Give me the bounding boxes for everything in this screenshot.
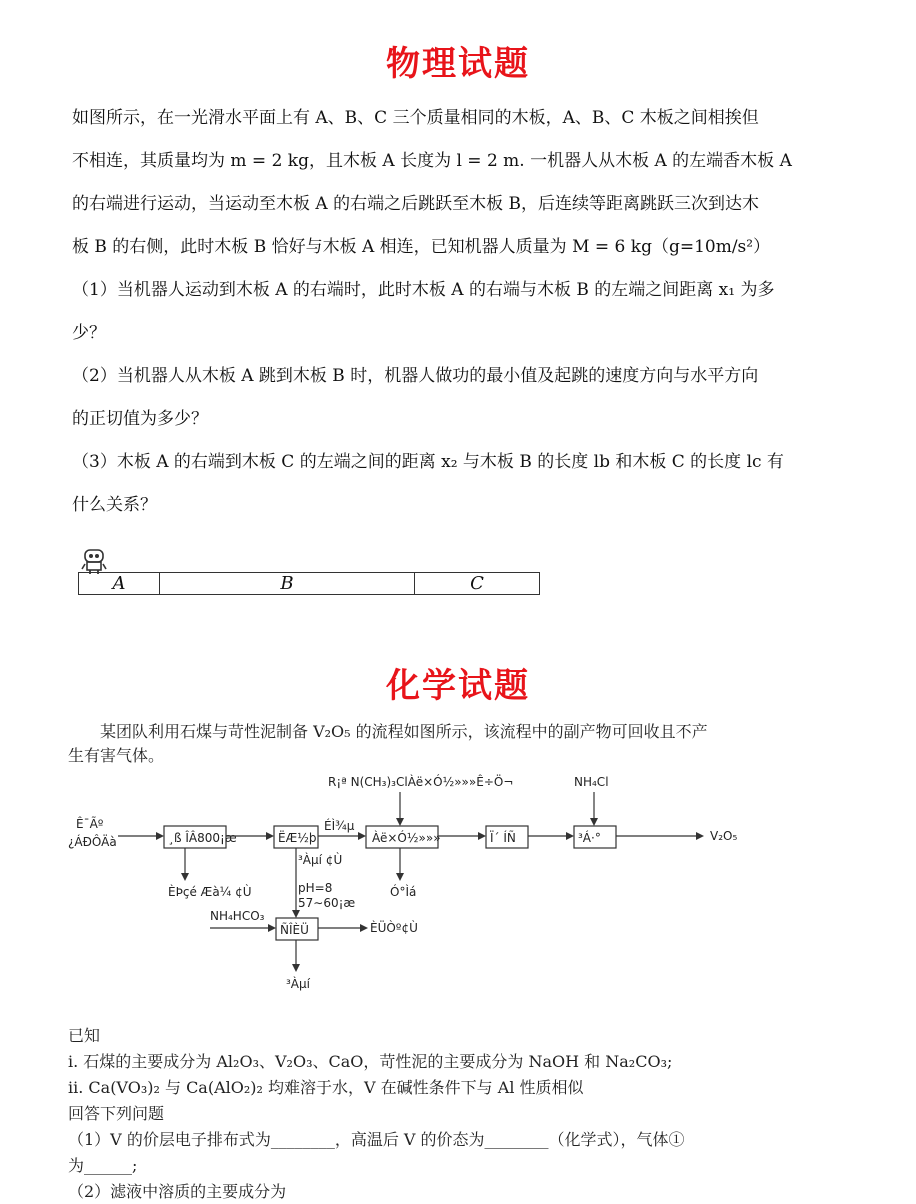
slag-2-label: ³Àµí bbox=[286, 977, 310, 991]
ebz-label: ÉÌ¾µ bbox=[324, 819, 355, 833]
chem-question-2: （2）滤液中溶质的主要成分为 bbox=[68, 1182, 287, 1201]
physics-line: 不相连，其质量均为 m = 2 kg，且木板 A 长度为 l = 2 m. 一机器人从木板 A 的左端香木板 A bbox=[72, 151, 792, 171]
box-precipitate-label: ³Á·° bbox=[578, 831, 601, 845]
physics-question-2: （2）当机器人从木板 A 跳到木板 B 时，机器人做功的最小值及起跳的速度方向与水平方向 bbox=[72, 366, 759, 386]
slag-1-label: ³Àµí ¢Ù bbox=[298, 853, 343, 867]
top-reagent: R¡ª N(CH₃)₃ClÀë×Ó½»»»Ê÷Ö¬ bbox=[328, 775, 514, 789]
input-kexingni: ¿ÁÐÔÄà bbox=[68, 835, 117, 849]
robot-icon bbox=[80, 547, 108, 575]
chem-question-1: （1）V 的价层电子排布式为________，高温后 V 的价态为________（化学式），气体① bbox=[68, 1130, 685, 1149]
physics-question-3-cont: 什么关系？ bbox=[72, 495, 157, 515]
temp-label: 57∼60¡æ bbox=[298, 896, 356, 910]
chem-known-1: ⅰ. 石煤的主要成分为 Al₂O₃、V₂O₃、CaO，苛性泥的主要成分为 NaOH 和 Na₂CO₃; bbox=[68, 1052, 673, 1071]
box-ion-exchange-label: Àë×Ó½»»» bbox=[372, 831, 441, 845]
board-b: B bbox=[160, 573, 415, 594]
chem-known-2: ⅱ. Ca(VO₃)₂ 与 Ca(AlO₂)₂ 均难溶于水，V 在碱性条件下与 Al 性质相似 bbox=[68, 1078, 584, 1097]
board-a: A bbox=[79, 573, 160, 594]
ph-label: pH=8 bbox=[298, 881, 333, 895]
physics-question-2-cont: 的正切值为多少？ bbox=[72, 409, 208, 429]
chem-known-heading: 已知 bbox=[68, 1026, 101, 1045]
physics-line: 的右端进行运动，当运动至木板 A 的右端之后跳跃至木板 B，后连续等距离跳跃三次到达木 bbox=[72, 194, 759, 214]
box-leaching-label: ËÆ½þ bbox=[278, 831, 317, 845]
reagent-nh4hco3: NH₄HCO₃ bbox=[210, 909, 265, 923]
physics-question-1: （1）当机器人运动到木板 A 的右端时，此时木板 A 的右端与木板 B 的左端之间距离 x₁ 为多 bbox=[72, 280, 775, 300]
physics-question-1-cont: 少？ bbox=[72, 323, 106, 343]
physics-question-3: （3）木板 A 的右端到木板 C 的左端之间的距离 x₂ 与木板 B 的长度 lb 和木板 C 的长度 lc 有 bbox=[72, 452, 784, 472]
physics-title: 物理试题 bbox=[386, 44, 530, 84]
box-roasting-label: ¸ß ÎÂ800¡æ bbox=[168, 831, 237, 845]
board-c: C bbox=[470, 573, 484, 594]
waste-label: Ó°Ìá bbox=[390, 885, 417, 899]
boards-diagram bbox=[78, 572, 540, 595]
output-v2o5: V₂O₅ bbox=[710, 829, 738, 843]
product-2-label: ÈÜÒº¢Ù bbox=[370, 921, 418, 935]
chemistry-title: 化学试题 bbox=[386, 666, 530, 706]
chem-intro-line: 某团队利用石煤与苛性泥制备 V₂O₅ 的流程如图所示，该流程中的副产物可回收且不产 bbox=[100, 722, 708, 741]
chem-question-1-cont: 为______; bbox=[68, 1156, 138, 1175]
input-shimei: Ê¯Ãº bbox=[76, 817, 104, 831]
process-flow-diagram bbox=[60, 768, 760, 998]
box-wash-label: Ï´ ÍÑ bbox=[490, 831, 516, 845]
physics-line: 如图所示，在一光滑水平面上有 A、B、C 三个质量相同的木板，A、B、C 木板之间相挨但 bbox=[72, 108, 759, 128]
gas-1-label: ÈÞçé Æà¼ ¢Ù bbox=[168, 885, 252, 899]
chem-answer-heading: 回答下列问题 bbox=[68, 1104, 165, 1123]
reagent-nh4cl: NH₄Cl bbox=[574, 775, 609, 789]
chem-intro-line: 生有害气体。 bbox=[68, 746, 165, 765]
box-salt-dissolve-label: ÑÎÈÜ bbox=[280, 923, 309, 937]
physics-line: 板 B 的右侧，此时木板 B 恰好与木板 A 相连，已知机器人质量为 M = 6 kg（g=10m/s²） bbox=[72, 237, 771, 257]
